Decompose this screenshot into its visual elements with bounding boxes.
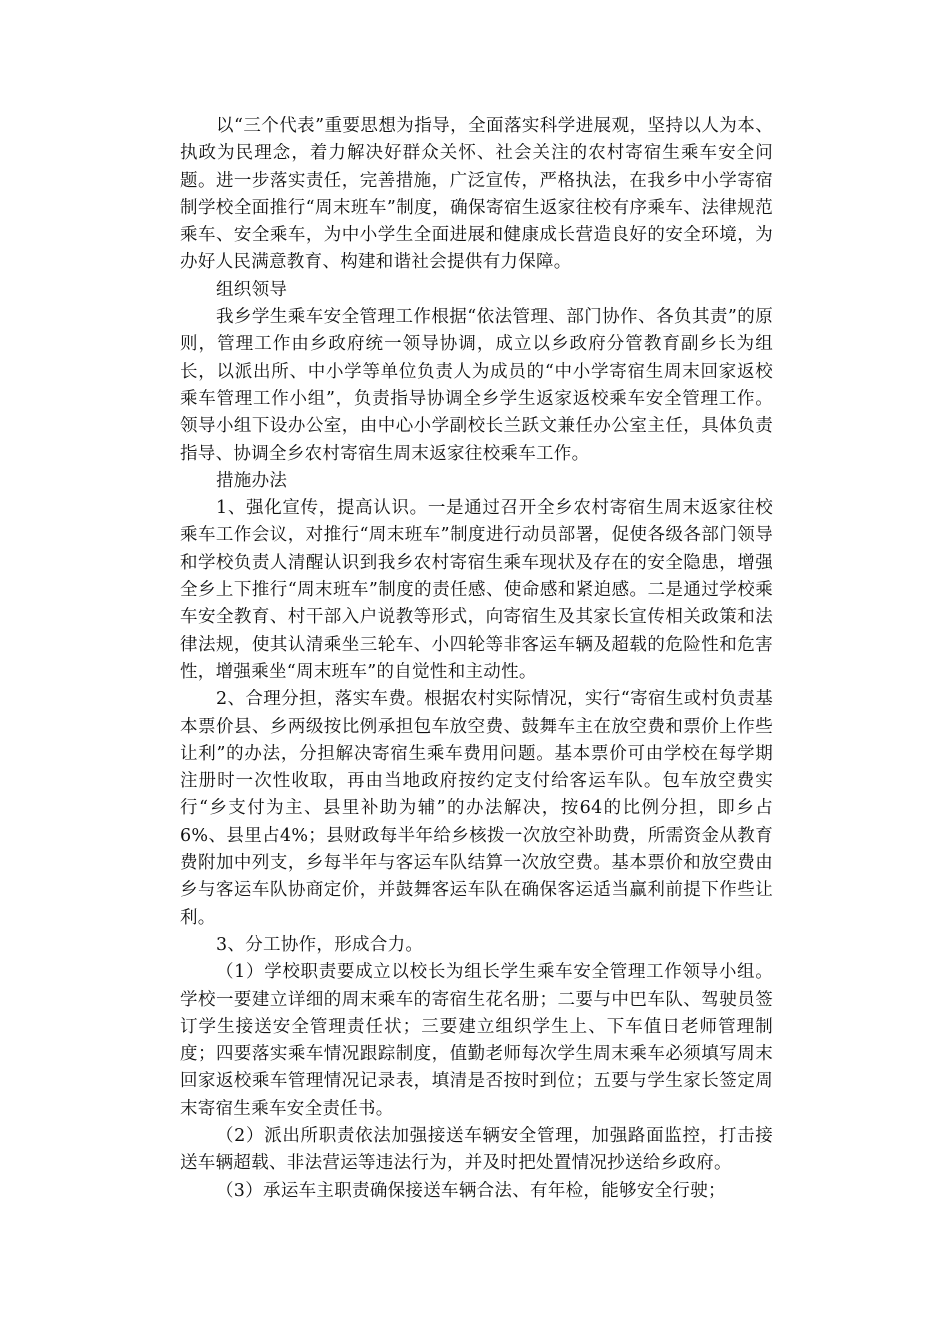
intro-paragraph: 以“三个代表”重要思想为指导，全面落实科学进展观，坚持以人为本、执政为民理念，着力解决好群众关怀、社会关注的农村寄宿生乘车安全问题。进一步落实责任，完善措施，广泛宣传，严格执法，在我乡中小学寄宿制学校全面推行“周末班车”制度，确保寄宿生返家往校有序乘车、法律规范乘车、安全乘车，为中小学生全面进展和健康成长营造良好的安全环境，为办好人民满意教育、构建和谐社会提供有力保障。 <box>180 116 773 273</box>
organization-paragraph: 我乡学生乘车安全管理工作根据“依法管理、部门协作、各负其责”的原则，管理工作由乡政府统一领导协调，成立以乡政府分管教育副乡长为组长，以派出所、中小学等单位负责人为成员的“中小学寄宿生周末回家返校乘车管理工作小组”，负责指导协调全乡学生返家返校乘车安全管理工作。领导小组下设办公室，由中心小学副校长兰跃文兼任办公室主任，具体负责指导、协调全乡农村寄宿生周末返家往校乘车工作。 <box>180 307 773 464</box>
measure-item-1: 1、强化宣传，提高认识。一是通过召开全乡农村寄宿生周末返家往校乘车工作会议，对推行“周末班车”制度进行动员部署，促使各级各部门领导和学校负责人清醒认识到我乡农村寄宿生乘车现状及存在的安全隐患，增强全乡上下推行“周末班车”制度的责任感、使命感和紧迫感。二是通过学校乘车安全教育、村干部入户说教等形式，向寄宿生及其家长宣传相关政策和法律法规，使其认清乘坐三轮车、小四轮等非客运车辆及超载的危险性和危害性，增强乘坐“周末班车”的自觉性和主动性。 <box>180 498 773 682</box>
document-body <box>180 113 773 1205</box>
section-heading-organization: 组织领导 <box>216 279 288 300</box>
section-heading-measures: 措施办法 <box>216 470 288 491</box>
measure-item-2: 2、合理分担，落实车费。根据农村实际情况，实行“寄宿生或村负责基本票价县、乡两级按比例承担包车放空费、鼓舞车主在放空费和票价上作些让利”的办法，分担解决寄宿生乘车费用问题。基本票价可由学校在每学期注册时一次性收取，再由当地政府按约定支付给客运车队。包车放空费实行“乡支付为主、县里补助为辅”的办法解决，按64的比例分担，即乡占6%、县里占4%；县财政每半年给乡核拨一次放空补助费，所需资金从教育费附加中列支，乡每半年与客运车队结算一次放空费。基本票价和放空费由乡与客运车队协商定价，并鼓舞客运车队在确保客运适当赢利前提下作些让利。 <box>180 689 773 928</box>
measure-item-3: 3、分工协作，形成合力。 <box>216 934 424 955</box>
sub-item-school-duties: （1）学校职责要成立以校长为组长学生乘车安全管理工作领导小组。学校一要建立详细的周末乘车的寄宿生花名册；二要与中巴车队、驾驶员签订学生接送安全管理责任状；三要建立组织学生上、下车值日老师管理制度；四要落实乘车情况跟踪制度，值勤老师每次学生周末乘车必须填写周末回家返校乘车管理情况记录表，填清是否按时到位；五要与学生家长签定周末寄宿生乘车安全责任书。 <box>180 962 773 1119</box>
sub-item-carrier-duties: （3）承运车主职责确保接送车辆合法、有年检，能够安全行驶； <box>216 1180 726 1201</box>
sub-item-police-duties: （2）派出所职责依法加强接送车辆安全管理，加强路面监控，打击接送车辆超载、非法营运等违法行为，并及时把处置情况抄送给乡政府。 <box>180 1125 773 1174</box>
